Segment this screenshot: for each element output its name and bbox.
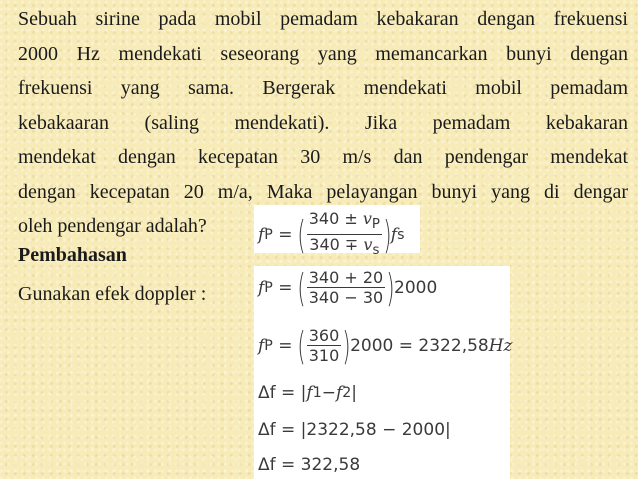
- solution-method: Gunakan efek doppler :: [18, 283, 207, 305]
- problem-line: mendekat dengan kecepatan 30 m/s dan pendengar mendekat: [18, 146, 628, 168]
- beat-def-f2-sub: 2: [342, 385, 352, 401]
- doppler-formula: f P = ( $\frac{340 \pm v_P}{340 \mp v_s}$ ) f s: [254, 205, 420, 253]
- substitution-eq: f P = ( $\frac{340 + 20}{340 - 30}$ ) 2000: [258, 265, 438, 310]
- formula-rhs-sub: s: [397, 226, 405, 243]
- problem-line: oleh pendengar adalah?: [18, 215, 207, 237]
- formula-den-sub: s: [372, 243, 380, 259]
- problem-line: dengan kecepatan 20 m/a, Maka pelayangan bunyi yang di dengar: [18, 180, 628, 203]
- result-lhs: f: [258, 335, 265, 356]
- problem-line: kebakaaran (saling mendekati). Jika pemadam kebakaran: [18, 111, 628, 134]
- formula-fraction: [307, 209, 382, 260]
- beat-def-close: |: [351, 383, 358, 403]
- formula-lhs-sub: P: [264, 226, 273, 243]
- beat-definition: [258, 383, 357, 403]
- sub-lhs-sub: P: [264, 279, 273, 296]
- beat-substitution: Δf = |2322,58 − 2000|: [258, 420, 451, 440]
- formula-num-var: v: [362, 209, 372, 228]
- formula-lhs: f: [258, 224, 265, 245]
- beat-def-f2: f: [335, 383, 343, 403]
- problem-line: 2000 Hz mendekati seseorang yang memancarkan bunyi dengan: [18, 42, 628, 65]
- sub-lhs: f: [258, 277, 265, 298]
- sub-num: 340 + 20: [308, 268, 384, 287]
- result-lhs-sub: P: [264, 337, 273, 354]
- result-eq: f P = ( $\frac{360}{310}$ ) 2000 = 2322,58 Hz: [258, 323, 513, 368]
- beat-def-f1: f: [306, 383, 313, 403]
- result-den: 310: [308, 346, 340, 365]
- formula-den: 340 ∓: [309, 235, 364, 255]
- result-rhs: 2000 = 2322,58: [350, 335, 489, 356]
- result-num: 360: [308, 326, 340, 345]
- sub-den: 340 − 30: [308, 288, 384, 307]
- formula-num-sub: P: [371, 217, 380, 233]
- solution-steps: [254, 265, 513, 479]
- beat-result: Δf = 322,58: [258, 455, 361, 475]
- sub-rhs: 2000: [394, 277, 438, 298]
- solution-heading: Pembahasan: [18, 244, 127, 266]
- formula-rhs: f: [390, 224, 398, 245]
- beat-def-f1-sub: 1: [312, 385, 322, 401]
- formula-num: 340 ±: [308, 209, 363, 228]
- result-unit: Hz: [488, 335, 513, 356]
- beat-def-lhs: Δf = |: [258, 383, 307, 403]
- problem-line: frekuensi yang sama. Bergerak mendekati mobil pemadam: [18, 77, 628, 99]
- problem-line: Sebuah sirine pada mobil pemadam kebakaran dengan frekuensi: [18, 8, 628, 30]
- formula-den-var: v: [363, 235, 373, 255]
- beat-def-minus: −: [321, 383, 336, 403]
